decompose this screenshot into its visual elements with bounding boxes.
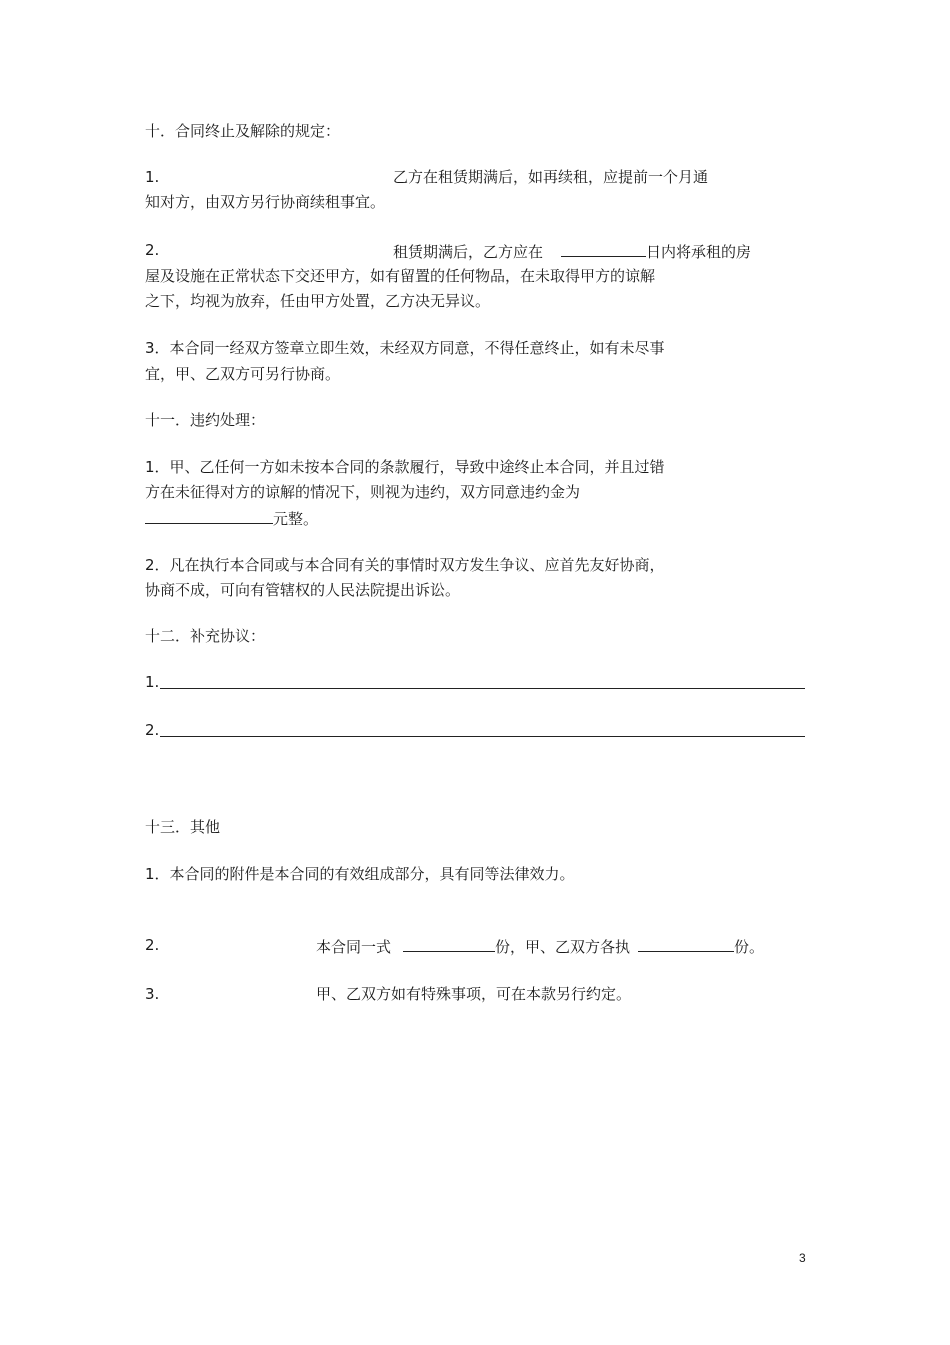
s10-item1-line1: 乙方在租赁期满后，如再续租，应提前一个月通 (393, 168, 709, 186)
s10-item1-number: 1. (145, 168, 160, 186)
copies-each-blank[interactable] (638, 935, 734, 952)
s11-item2-line1: 2．凡在执行本合同或与本合同有关的事情时双方发生争议、应首先友好协商， (145, 556, 665, 574)
s10-item2-text-b: 日内将承租的房 (646, 243, 752, 261)
s10-item2-line3: 之下，均视为放弃，任由甲方处置，乙方决无异议。 (145, 292, 491, 310)
s11-item1-line2: 方在未征得对方的谅解的情况下，则视为违约，双方同意违约金为 (145, 483, 581, 501)
s12-item2-number: 2. (145, 721, 160, 739)
s13-item3-text: 甲、乙双方如有特殊事项，可在本款另行约定。 (316, 985, 632, 1003)
s11-item2-line2: 协商不成，可向有管辖权的人民法院提出诉讼。 (145, 581, 461, 599)
s10-item2-number: 2. (145, 241, 160, 259)
s13-item2-text-b: 份，甲、乙双方各执 (495, 938, 631, 956)
s13-item2-number: 2. (145, 936, 160, 954)
s11-item1-yuan: 元整。 (273, 510, 319, 528)
section-11-heading: 十一．违约处理： (145, 411, 266, 429)
s13-item2-line (316, 935, 764, 957)
s10-item2-line2: 屋及设施在正常状态下交还甲方，如有留置的任何物品，在未取得甲方的谅解 (145, 267, 656, 285)
s10-item1-line2: 知对方，由双方另行协商续租事宜。 (145, 193, 386, 211)
s12-item1-number: 1. (145, 673, 160, 691)
s10-item3-line1: 3．本合同一经双方签章立即生效，未经双方同意，不得任意终止，如有未尽事 (145, 339, 665, 357)
section-12-heading: 十二．补充协议： (145, 627, 266, 645)
copies-total-blank[interactable] (403, 935, 495, 952)
s10-item2-line1 (393, 240, 751, 262)
section-10-heading: 十．合同终止及解除的规定： (145, 122, 341, 140)
s10-item2-text-a: 租赁期满后，乙方应在 (393, 243, 544, 261)
s10-item3-line2: 宜，甲、乙双方可另行协商。 (145, 365, 341, 383)
s13-item3-number: 3. (145, 985, 160, 1003)
s13-item2-text-c: 份。 (734, 938, 765, 956)
section-13-heading: 十三．其他 (145, 818, 221, 836)
days-blank[interactable] (561, 240, 646, 257)
supplement-line-1[interactable] (160, 688, 805, 689)
supplement-line-2[interactable] (160, 736, 805, 737)
s11-item1-line1: 1．甲、乙任何一方如未按本合同的条款履行，导致中途终止本合同，并且过错 (145, 458, 665, 476)
s11-item1-line3 (145, 507, 318, 529)
s13-item2-text-a: 本合同一式 (316, 938, 392, 956)
penalty-amount-blank[interactable] (145, 507, 273, 524)
page-number: 3 (799, 1251, 806, 1265)
s13-item1: 1．本合同的附件是本合同的有效组成部分，具有同等法律效力。 (145, 865, 575, 883)
